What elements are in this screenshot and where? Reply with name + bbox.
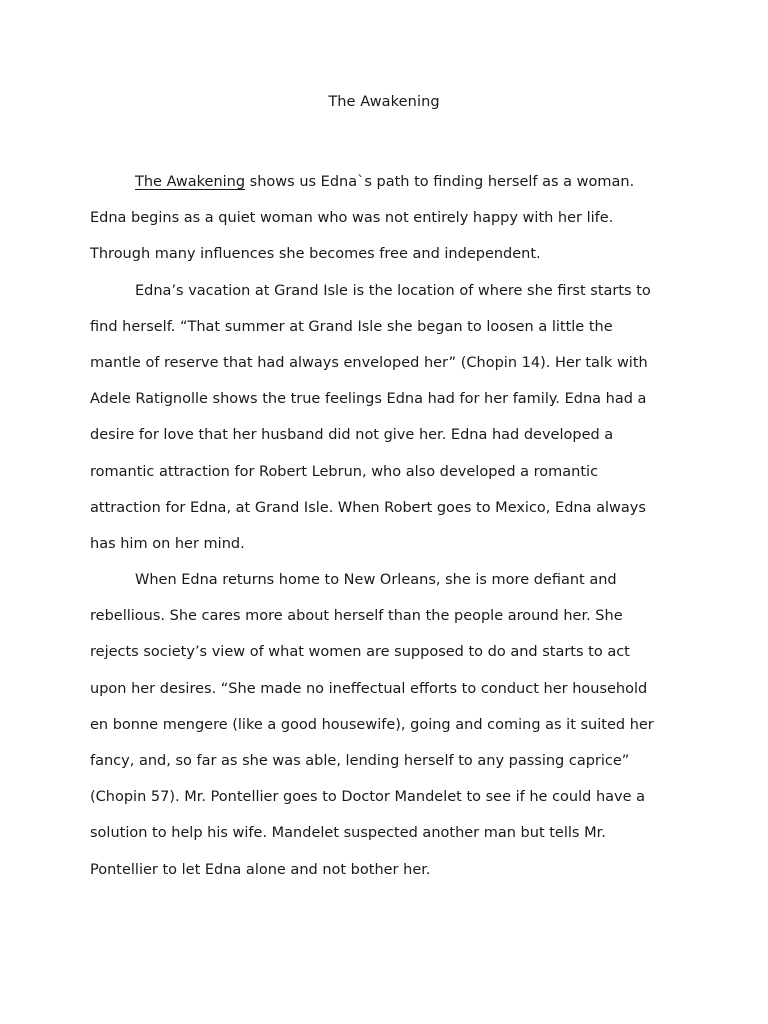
text-line [90, 490, 690, 526]
line-text: rejects society’s view of what women are supposed to do and starts to act [90, 644, 630, 661]
text-line [90, 743, 690, 779]
text-line [90, 273, 690, 309]
line-text: (Chopin 57). Mr. Pontellier goes to Doctor Mandelet to see if he could have a [90, 789, 646, 806]
line-text: When Edna returns home to New Orleans, she is more defiant and [135, 572, 617, 589]
text-line [90, 562, 690, 598]
text-line [90, 236, 690, 272]
line-text: Edna’s vacation at Grand Isle is the location of where she first starts to [135, 282, 651, 299]
text-line [90, 526, 690, 562]
text-line [90, 634, 690, 670]
line-text: desire for love that her husband did not give her. Edna had developed a [90, 427, 614, 444]
text-line [90, 309, 690, 345]
text-line [90, 707, 690, 743]
line-text: shows us Edna`s path to finding herself as a woman. [245, 174, 635, 190]
text-line [90, 598, 690, 634]
text-line [90, 671, 690, 707]
line-text: romantic attraction for Robert Lebrun, who also developed a romantic [90, 463, 599, 480]
line-text: Pontellier to let Edna alone and not bother her. [90, 861, 431, 878]
line-text: solution to help his wife. Mandelet suspected another man but tells Mr. [90, 825, 606, 842]
text-line [90, 852, 690, 888]
line-text: upon her desires. “She made no ineffectual efforts to conduct her household [90, 680, 648, 697]
text-line [90, 164, 690, 200]
line-text: Edna begins as a quiet woman who was not entirely happy with her life. [90, 210, 614, 227]
document-title: The Awakening [328, 94, 440, 110]
text-line [90, 779, 690, 815]
line-text: en bonne mengere (like a good housewife), going and coming as it suited her [90, 716, 654, 733]
underlined-book-title: The Awakening [135, 174, 246, 190]
line-text: rebellious. She cares more about herself than the people around her. She [90, 608, 623, 625]
line-text: has him on her mind. [90, 535, 245, 552]
text-line [90, 381, 690, 417]
text-line [90, 815, 690, 851]
line-text: find herself. “That summer at Grand Isle she began to loosen a little the [90, 318, 613, 335]
line-text: attraction for Edna, at Grand Isle. When Robert goes to Mexico, Edna always [90, 499, 646, 516]
document-body [90, 164, 690, 888]
line-text: fancy, and, so far as she was able, lending herself to any passing caprice” [90, 753, 630, 769]
line-text: Adele Ratignolle shows the true feelings Edna had for her family. Edna had a [90, 391, 647, 408]
text-line [90, 417, 690, 453]
line-text: mantle of reserve that had always enveloped her” (Chopin 14). Her talk with [90, 354, 648, 371]
text-line [90, 200, 690, 236]
text-line [90, 345, 690, 381]
text-line [90, 454, 690, 490]
line-text: Through many influences she becomes free and independent. [90, 246, 541, 263]
